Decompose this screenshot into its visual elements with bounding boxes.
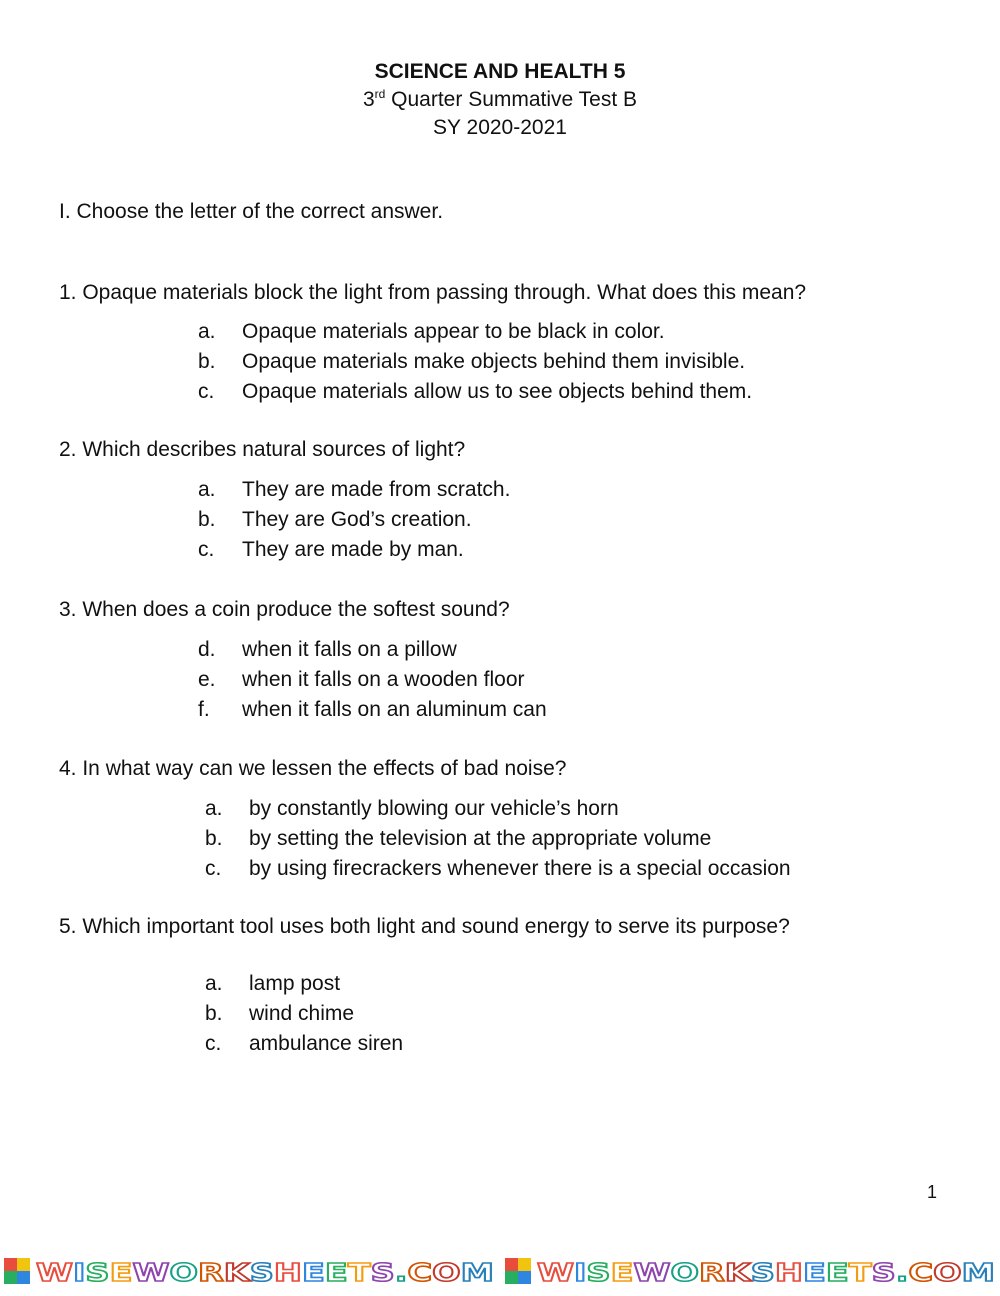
option-letter: c. <box>205 857 222 881</box>
option[interactable] <box>198 505 510 535</box>
watermark-logo <box>0 1252 1000 1291</box>
option[interactable] <box>198 635 547 665</box>
option-letter: b. <box>205 1002 223 1026</box>
watermark-badge-icon <box>4 1258 30 1284</box>
option-text: when it falls on a pillow <box>242 638 457 661</box>
question-4-options <box>205 794 791 885</box>
question-2: 2. Which describes natural sources of light? <box>59 438 466 461</box>
option-letter: f. <box>198 698 210 722</box>
question-5: 5. Which important tool uses both light and sound energy to serve its purpose? <box>59 915 790 938</box>
option[interactable] <box>198 347 752 377</box>
question-5-options <box>205 969 403 1060</box>
document-title: SCIENCE AND HEALTH 5 <box>374 60 626 83</box>
option-letter: c. <box>198 538 215 562</box>
option-letter: e. <box>198 668 216 692</box>
option[interactable] <box>205 969 403 999</box>
option[interactable] <box>198 665 547 695</box>
option-text: by constantly blowing our vehicle’s horn <box>249 797 619 820</box>
option-text: They are made from scratch. <box>242 478 511 501</box>
test-name: Quarter Summative Test B <box>385 88 638 111</box>
option[interactable] <box>198 695 547 725</box>
option[interactable] <box>198 377 752 407</box>
watermark-logo-left <box>4 1258 494 1287</box>
option-text: Opaque materials allow us to see objects behind them. <box>242 380 753 404</box>
option[interactable] <box>205 854 791 884</box>
option[interactable] <box>205 999 403 1029</box>
quarter-number: 3 <box>362 88 375 111</box>
question-2-options <box>198 475 510 566</box>
option[interactable] <box>205 824 791 854</box>
option[interactable] <box>198 475 510 505</box>
quarter-ordinal-suffix: rd <box>374 87 386 101</box>
option-text: by setting the television at the appropriate volume <box>249 827 712 851</box>
watermark-badge-icon <box>505 1258 531 1284</box>
option-letter: a. <box>205 797 223 820</box>
option-text: by using firecrackers whenever there is a special occasion <box>249 857 791 881</box>
watermark-logo-right <box>505 1258 995 1287</box>
option-letter: c. <box>205 1032 222 1056</box>
option-text: ambulance siren <box>249 1032 404 1056</box>
test-subtitle <box>0 86 1000 114</box>
option[interactable] <box>198 317 752 347</box>
question-1-options <box>198 317 752 408</box>
option-letter: d. <box>198 638 216 661</box>
question-3: 3. When does a coin produce the softest sound? <box>59 598 510 621</box>
option-letter: b. <box>205 827 223 851</box>
option-text: Opaque materials appear to be black in color. <box>242 320 665 343</box>
option-letter: c. <box>198 380 215 404</box>
option[interactable] <box>205 794 791 824</box>
school-year: SY 2020-2021 <box>433 116 567 139</box>
option-text: when it falls on an aluminum can <box>242 698 547 722</box>
watermark-text: W I S E W O R K S H E E T S . C O M <box>36 1258 486 1287</box>
option[interactable] <box>205 1029 403 1059</box>
document-header <box>0 58 1000 142</box>
option-letter: a. <box>198 478 216 501</box>
option-text: They are God’s creation. <box>242 508 472 532</box>
option-text: lamp post <box>249 972 341 995</box>
option-letter: a. <box>205 972 223 995</box>
question-3-options <box>198 635 547 726</box>
option-letter: b. <box>198 350 216 374</box>
option-text: Opaque materials make objects behind them invisible. <box>242 350 746 374</box>
watermark-footer <box>0 1252 1000 1291</box>
option[interactable] <box>198 535 510 565</box>
instruction: I. Choose the letter of the correct answer. <box>59 200 444 223</box>
watermark-text: W I S E W O R K S H E E T S . C O M <box>537 1258 987 1287</box>
option-letter: b. <box>198 508 216 532</box>
question-4: 4. In what way can we lessen the effects of bad noise? <box>59 757 567 780</box>
option-letter: a. <box>198 320 216 343</box>
option-text: wind chime <box>249 1002 355 1026</box>
option-text: They are made by man. <box>242 538 464 562</box>
option-text: when it falls on a wooden floor <box>242 668 525 692</box>
question-1: 1. Opaque materials block the light from passing through. What does this mean? <box>59 281 807 304</box>
page-number: 1 <box>927 1182 938 1202</box>
